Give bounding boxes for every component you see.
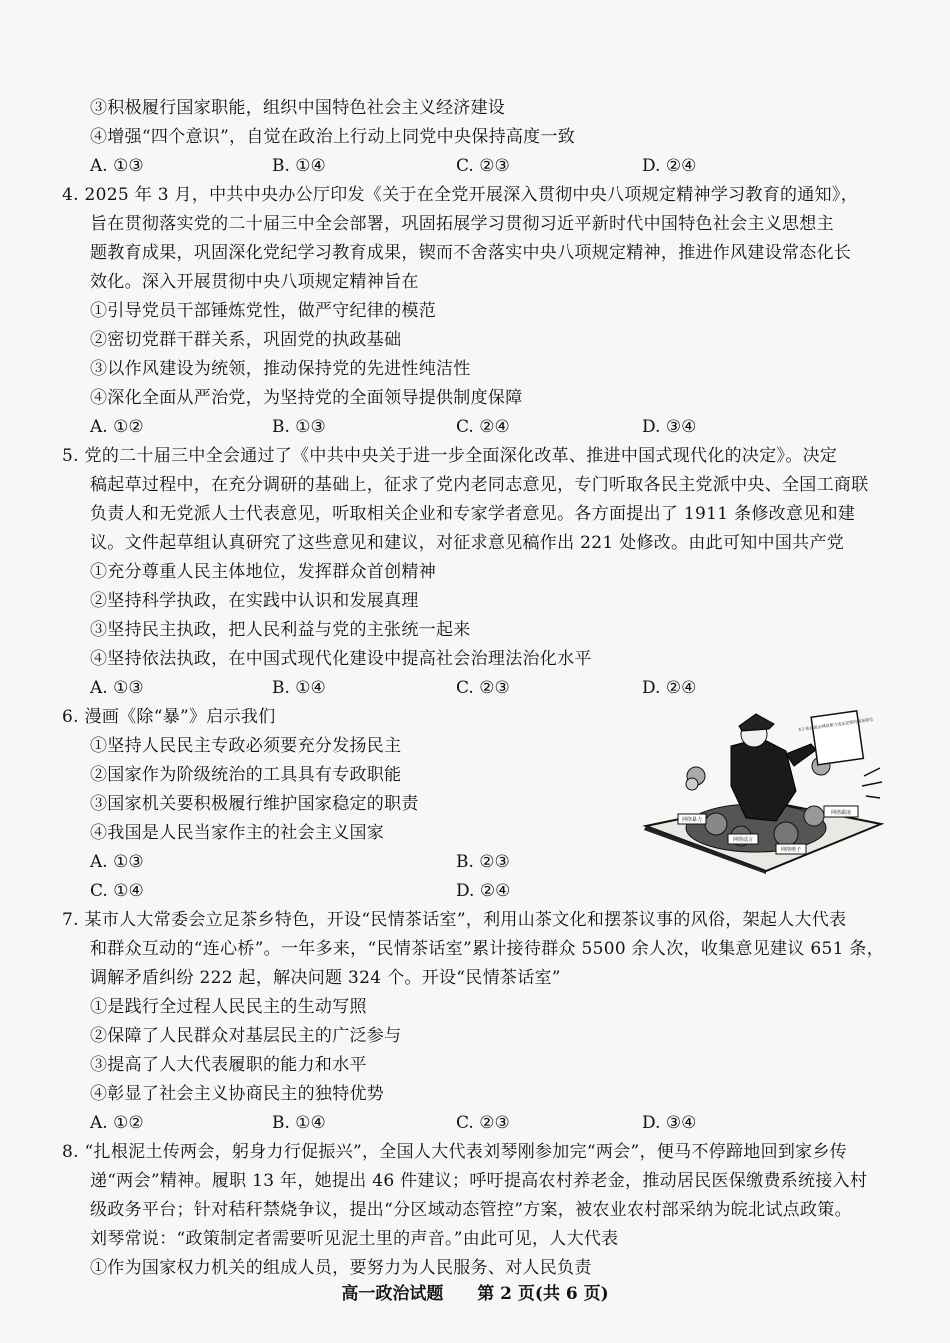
q7-stem-line: 7. 某市人大常委会立足茶乡特色，开设“民情茶话室”，利用山茶文化和摆茶议事的风俗，架起人大代表: [62, 910, 847, 930]
q7-option-b: B. ①④: [272, 1113, 326, 1133]
q4-option-c: C. ②④: [456, 417, 510, 437]
q7-item-3: ③提高了人大代表履职的能力和水平: [90, 1055, 367, 1075]
q7-item-4: ④彰显了社会主义协商民主的独特优势: [90, 1084, 385, 1104]
q5-option-c: C. ②③: [456, 678, 510, 698]
q6-item-1: ①坚持人民民主专政必须要充分发扬民主: [90, 736, 402, 756]
q6-option-b: B. ②③: [456, 852, 510, 872]
q6-stem: 6. 漫画《除“暴”》启示我们: [62, 707, 276, 727]
q5-stem-line: 议。文件起草组认真研究了这些意见和建议，对征求意见稿作出 221 处修改。由此可知中国共产党: [90, 533, 845, 553]
q5-stem-line: 稿起草过程中，在充分调研的基础上，征求了党内老同志意见，专门听取各民主党派中央、全国工商联: [90, 475, 869, 495]
q6-item-4: ④我国是人民当家作主的社会主义国家: [90, 823, 385, 843]
q5-item-1: ①充分尊重人民主体地位，发挥群众首创精神: [90, 562, 436, 582]
cartoon-label-bullying: 网络霸凌: [830, 810, 852, 816]
cartoon-label-troll: 网络喷子: [780, 847, 802, 853]
q8-stem-line: 递“两会”精神。履职 13 年，她提出 46 件建议；呼吁提高农村养老金，推动居民医保缴费系统接入村: [90, 1171, 868, 1191]
cartoon-label-violence: 网络暴力: [681, 817, 703, 823]
q3-item-4: ④增强“四个意识”，自觉在政治上行动上同党中央保持高度一致: [90, 127, 576, 147]
q4-option-d: D. ③④: [642, 417, 697, 437]
q6-item-3: ③国家机关要积极履行维护国家稳定的职责: [90, 794, 419, 814]
q5-item-4: ④坚持依法执政，在中国式现代化建设中提高社会治理法治化水平: [90, 649, 592, 669]
q4-stem-line: 题教育成果，巩固深化党纪学习教育成果，锲而不舍落实中央八项规定精神，推进作风建设常态化长: [90, 243, 852, 263]
q3-option-a: A. ①③: [90, 156, 144, 176]
q7-option-a: A. ①②: [90, 1113, 144, 1133]
cartoon-document-text: 关于依法惩治网络暴力违法犯罪的指导意见: [797, 716, 874, 733]
q4-option-b: B. ①③: [272, 417, 326, 437]
q4-stem-line: 4. 2025 年 3 月，中共中央办公厅印发《关于在全党开展深入贯彻中央八项规定精神学习教育的通知》，: [62, 185, 859, 205]
q7-item-1: ①是践行全过程人民民主的生动写照: [90, 997, 367, 1017]
q4-item-2: ②密切党群干群关系，巩固党的执政基础: [90, 330, 402, 350]
q6-option-c: C. ①④: [90, 881, 144, 901]
q7-option-d: D. ③④: [642, 1113, 697, 1133]
q7-item-2: ②保障了人民群众对基层民主的广泛参与: [90, 1026, 402, 1046]
q6-option-a: A. ①③: [90, 852, 144, 872]
q7-stem-line: 调解矛盾纠纷 222 起，解决问题 324 个。开设“民情茶话室”: [90, 968, 561, 988]
q5-stem-line: 5. 党的二十届三中全会通过了《中共中央关于进一步全面深化改革、推进中国式现代化的决定》。决定: [62, 446, 838, 466]
q4-item-1: ①引导党员干部锤炼党性，做严守纪律的模范: [90, 301, 436, 321]
q5-item-2: ②坚持科学执政，在实践中认识和发展真理: [90, 591, 419, 611]
cartoon-label-rumor: 网络谣言: [732, 837, 754, 843]
q8-stem-line: 刘琴常说：“政策制定者需要听见泥土里的声音。”由此可见，人大代表: [90, 1229, 619, 1249]
q3-option-d: D. ②④: [642, 156, 697, 176]
footer-subject: 高一政治试题: [341, 1284, 444, 1304]
q8-item-1: ①作为国家权力机关的组成人员，要努力为人民服务、对人民负责: [90, 1258, 592, 1278]
q4-stem-line: 效化。深入开展贯彻中央八项规定精神旨在: [90, 272, 419, 292]
q4-item-3: ③以作风建设为统领，推动保持党的先进性纯洁性: [90, 359, 471, 379]
q8-stem-line: 8. “扎根泥土传两会，躬身力行促振兴”，全国人大代表刘琴刚参加完“两会”，便马不停蹄地回到家乡传: [62, 1142, 848, 1162]
q4-option-a: A. ①②: [90, 417, 144, 437]
cartoon-image: [636, 706, 886, 874]
page-footer: [0, 1282, 950, 1306]
q4-stem-line: 旨在贯彻落实党的二十届三中全会部署，巩固拓展学习贯彻习近平新时代中国特色社会主义思想主: [90, 214, 834, 234]
q3-option-b: B. ①④: [272, 156, 326, 176]
q5-item-3: ③坚持民主执政，把人民利益与党的主张统一起来: [90, 620, 471, 640]
q4-item-4: ④深化全面从严治党，为坚持党的全面领导提供制度保障: [90, 388, 523, 408]
q5-stem-line: 负责人和无党派人士代表意见，听取相关企业和专家学者意见。各方面提出了 1911 条修改意见和建: [90, 504, 856, 524]
q6-option-d: D. ②④: [456, 881, 511, 901]
q7-option-c: C. ②③: [456, 1113, 510, 1133]
q3-option-c: C. ②③: [456, 156, 510, 176]
q5-option-a: A. ①③: [90, 678, 144, 698]
footer-page-number: 第 2 页(共 6 页): [477, 1284, 609, 1304]
q5-option-b: B. ①④: [272, 678, 326, 698]
q5-option-d: D. ②④: [642, 678, 697, 698]
q3-item-3: ③积极履行国家职能，组织中国特色社会主义经济建设: [90, 98, 506, 118]
q8-stem-line: 级政务平台；针对秸秆禁烧争议，提出“分区域动态管控”方案，被农业农村部采纳为皖北试点政策。: [90, 1200, 852, 1220]
q6-item-2: ②国家作为阶级统治的工具具有专政职能: [90, 765, 402, 785]
q7-stem-line: 和群众互动的“连心桥”。一年多来，“民情茶话室”累计接待群众 5500 余人次，收集意见建议 651 条，: [90, 939, 884, 959]
